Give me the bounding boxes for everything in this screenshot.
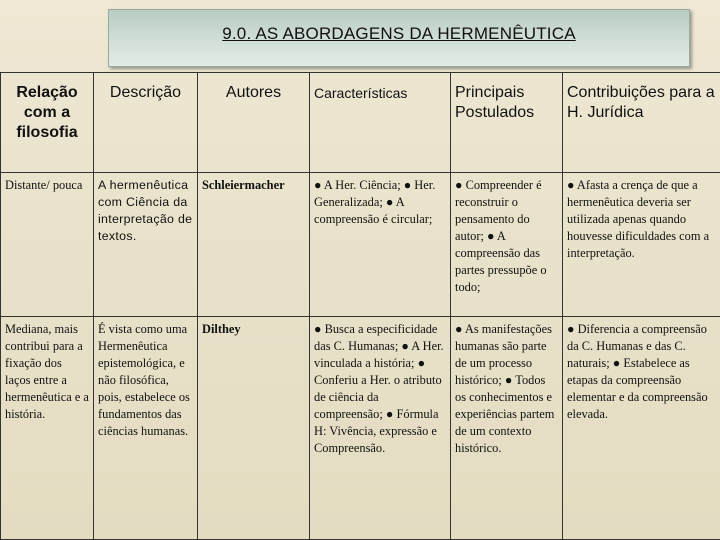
table-row [1,317,720,540]
cell-caracteristicas: ● Busca a especificidade das C. Humanas; ● A Her. vinculada a história; ● Conferiu a Her. o atributo de ciência da compreensão; ● Fórmula H: Vivência, expressão e Compreensão. [310,317,451,540]
table-row [1,173,720,317]
header-row [1,73,720,173]
cell-postulados: ● As manifestações humanas são parte de um processo histórico; ● Todos os conhecimentos e experiências partem de um contexto histórico. [451,317,563,540]
cell-descricao: É vista como uma Hermenêutica epistemológica, e não filosófica, pois, estabelece os fundamentos das ciências humanas. [94,317,198,540]
header-caracteristicas: Características [310,73,451,173]
cell-autor: Dilthey [198,317,310,540]
cell-contribuicoes: ● Afasta a crença de que a hermenêutica deveria ser utilizada apenas quando houvesse dificuldades com a interpretação. [563,173,720,317]
cell-relacao: Mediana, mais contribui para a fixação dos laços entre a hermenêutica e a história. [1,317,94,540]
cell-contribuicoes: ● Diferencia a compreensão da C. Humanas e das C. naturais; ● Estabelece as etapas da compreensão elementar e da compreensão elevada. [563,317,720,540]
hermeneutics-table [0,72,720,540]
cell-caracteristicas: ● A Her. Ciência; ● Her. Generalizada; ● A compreensão é circular; [310,173,451,317]
header-autores: Autores [198,73,310,173]
header-relacao: Relação com a filosofia [1,73,94,173]
cell-postulados: ● Compreender é reconstruir o pensamento do autor; ● A compreensão das partes pressupõe o todo; [451,173,563,317]
title-banner [108,9,690,67]
header-contribuicoes: Contribuições para a H. Jurídica [563,73,720,173]
page-title: 9.0. AS ABORDAGENS DA HERMENÊUTICA [222,24,576,43]
cell-descricao: A hermenêutica com Ciência da interpretação de textos. [94,173,198,317]
cell-relacao: Distante/ pouca [1,173,94,317]
header-postulados: Principais Postulados [451,73,563,173]
cell-autor: Schleiermacher [198,173,310,317]
header-descricao: Descrição [94,73,198,173]
